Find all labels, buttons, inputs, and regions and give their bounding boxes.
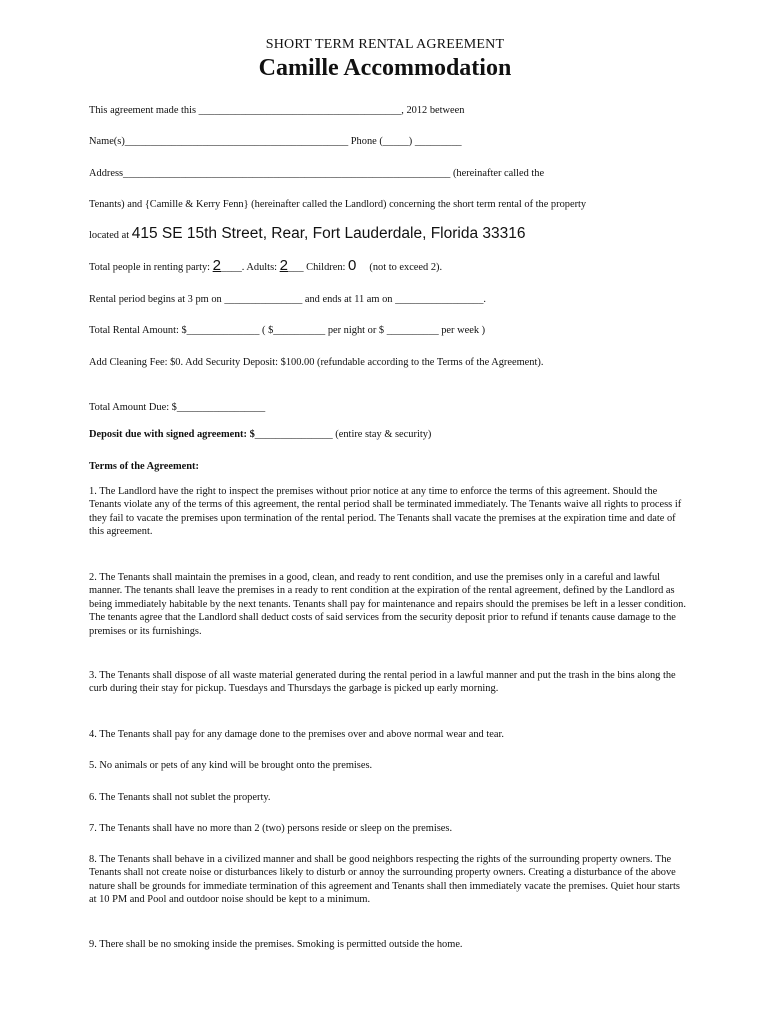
document-subtitle: Camille Accommodation <box>258 55 512 81</box>
deposit-rest: _______________ (entire stay & security) <box>254 429 432 440</box>
term-5: 5. No animals or pets of any kind will be brought onto the premises. <box>89 760 373 771</box>
party-note: (not to exceed 2). <box>369 262 443 273</box>
adults-count: 2 <box>279 257 288 274</box>
document-title: SHORT TERM RENTAL AGREEMENT <box>265 37 505 52</box>
term-2: 2. The Tenants shall maintain the premises in a good, clean, and ready to rent condition, and use the premises only in a careful and lawful manner. The tenants shall leave the premises in a ready to rent condition at the expiration of the rental agreement, defined by the Landlord as being immediately habitable by the next tenants. Tenants shall pay for maintenance and repairs should the premises be left in a lesser condition. The tenants agree that the Landlord shall deduct costs of said services from the security deposit prior to refund if tenants cause damage to the premises or its furnishings. <box>89 572 686 637</box>
address-line: Address_______________________________________________________________ (hereinafter called the <box>89 168 545 179</box>
property-location-line <box>89 227 526 242</box>
located-prefix: located at <box>89 230 130 241</box>
term-1: 1. The Landlord have the right to inspect the premises without prior notice at any time to enforce the terms of this agreement. Should the Tenants violate any of the terms of this agreement, the rental period shall be terminated immediately. The Tenants waive all rights to process if they fail to vacate the premises upon termination of the rental period. The Tenants shall vacate the premises at the expiration time and date of this agreement. <box>89 486 682 538</box>
children-count: 0 <box>348 257 357 274</box>
term-3: 3. The Tenants shall dispose of all waste material generated during the rental period in a lawful manner and put the trash in the bins along the curb during their stay for pickup. Tuesdays and Thursdays the garbage is picked up early morning. <box>89 670 676 695</box>
term-7: 7. The Tenants shall have no more than 2 (two) persons reside or sleep on the premises. <box>89 823 453 834</box>
agreement-date-line: This agreement made this _______________________________________, 2012 between <box>89 105 465 116</box>
children-label: Children: <box>306 262 346 273</box>
term-9: 9. There shall be no smoking inside the premises. Smoking is permitted outside the home. <box>89 939 463 950</box>
deposit-label: Deposit due with signed agreement: $ <box>89 429 255 440</box>
term-6: 6. The Tenants shall not sublet the property. <box>89 792 271 803</box>
term-8: 8. The Tenants shall behave in a civilized manner and shall be good neighbors respecting the rights of the surrounding property owners. The Tenants shall not create noise or disturbances likely to disturb or annoy the surrounding property owners. Creating a disturbance of the above nature shall be grounds for immediate termination of this agreement and Tenants shall then immediately vacate the premises. Quiet hour starts at 10 PM and Pool and outdoor noise should be kept to a minimum. <box>89 854 680 906</box>
rental-amount-line: Total Rental Amount: $______________ ( $__________ per night or $ __________ per week ) <box>89 325 486 336</box>
rental-period-line: Rental period begins at 3 pm on _______________ and ends at 11 am on _________________. <box>89 294 487 305</box>
tenants-landlord-line: Tenants) and {Camille & Kerry Fenn} (hereinafter called the Landlord) concerning the short term rental of the property <box>89 199 587 210</box>
deposit-line <box>89 428 431 441</box>
amount-due-line: Total Amount Due: $_________________ <box>89 402 266 413</box>
fees-line: Add Cleaning Fee: $0. Add Security Deposit: $100.00 (refundable according to the Terms of the Agreement). <box>89 357 544 368</box>
party-label: Total people in renting party: <box>89 262 211 273</box>
name-phone-line: Name(s)___________________________________________ Phone (_____) _________ <box>89 136 462 147</box>
party-total: 2 <box>212 257 221 274</box>
adults-label: . Adults: <box>241 262 278 273</box>
term-4: 4. The Tenants shall pay for any damage done to the premises over and above normal wear and tear. <box>89 729 504 740</box>
party-size-line: Total people in renting party: 2____. Adults: 2___ Children: 0 (not to exceed 2). <box>89 257 443 274</box>
property-address: 415 SE 15th Street, Rear, Fort Lauderdale, Florida 33316 <box>131 225 526 242</box>
terms-heading: Terms of the Agreement: <box>89 461 199 472</box>
